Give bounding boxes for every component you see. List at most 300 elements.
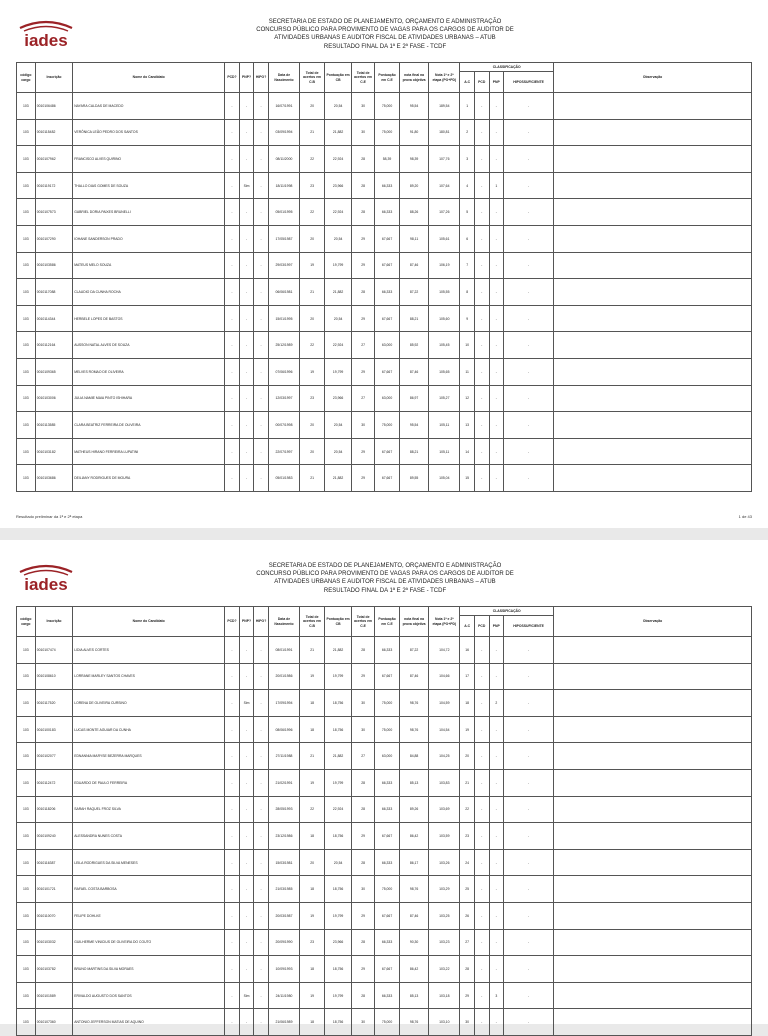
cell-pcd-class: - [474,849,489,876]
cell-pontuacao-ce: 67,667 [375,902,400,929]
col-classificacao: CLASSIFICAÇÃO [460,63,554,72]
cell-pcd-class: - [474,982,489,1009]
cell-observacao [554,637,752,664]
cell-pcd-class: - [474,199,489,226]
cell-acertos-ce: 29 [352,438,375,465]
cell-pcd: - [225,1009,240,1036]
cell-nome: MELVES ROMAO DE OLIVEIRA [73,358,225,385]
cell-codigo: 103 [17,279,36,306]
document-page-2 [0,540,768,1024]
cell-pcd-class: - [474,823,489,850]
cell-nota-objetiva: 91,80 [400,119,429,146]
cell-acertos-cb: 23 [300,172,325,199]
cell-acertos-ce: 28 [352,279,375,306]
cell-pcd: - [225,412,240,439]
cell-hipossuficiente: - [504,93,554,120]
cell-nome: GABRIEL DORIA PAIXES BRUNELLI [73,199,225,226]
cell-nota-objetiva: 89,26 [400,796,429,823]
cell-hipo: - [254,796,269,823]
cell-acertos-cb: 20 [300,438,325,465]
cell-pontuacao-cb: 22,924 [325,146,352,173]
cell-acertos-ce: 29 [352,252,375,279]
cell-pnp-class: - [489,743,504,770]
cell-nota-final: 103,83 [429,769,460,796]
cell-ac: 4 [460,172,475,199]
cell-pontuacao-ce: 63,000 [375,332,400,359]
cell-hipossuficiente: - [504,172,554,199]
cell-codigo: 103 [17,93,36,120]
cell-pnp-class: - [489,305,504,332]
cell-acertos-ce: 28 [352,199,375,226]
cell-nota-final: 105,55 [429,279,460,306]
cell-acertos-ce: 29 [352,823,375,850]
cell-nascimento: 21/03/1985 [268,876,299,903]
cell-acertos-ce: 30 [352,690,375,717]
cell-nota-objetiva: 98,39 [400,146,429,173]
table-row [17,252,752,279]
cell-pcd-class: - [474,465,489,492]
cell-acertos-cb: 18 [300,956,325,983]
cell-hipossuficiente: - [504,412,554,439]
cell-ac: 1 [460,93,475,120]
cell-ac: 29 [460,982,475,1009]
cell-acertos-ce: 29 [352,358,375,385]
cell-hipo: - [254,769,269,796]
cell-acertos-cb: 19 [300,769,325,796]
cell-pnp: - [239,716,254,743]
col-nota-final: Nota 1ª e 2ª etapa (PO+PD) [429,607,460,637]
cell-codigo: 103 [17,252,36,279]
cell-hipossuficiente: - [504,305,554,332]
cell-acertos-ce: 28 [352,172,375,199]
cell-pontuacao-cb: 19,799 [325,358,352,385]
cell-nota-objetiva: 98,76 [400,716,429,743]
cell-ac: 22 [460,796,475,823]
cell-codigo: 103 [17,305,36,332]
col-nome: Nome do Candidato [73,607,225,637]
cell-observacao [554,305,752,332]
cell-nota-objetiva: 88,21 [400,305,429,332]
cell-acertos-ce: 29 [352,902,375,929]
cell-acertos-cb: 22 [300,796,325,823]
cell-pcd: - [225,982,240,1009]
iades-logo [16,560,76,592]
cell-acertos-ce: 30 [352,716,375,743]
cell-hipo: - [254,743,269,770]
cell-ac: 5 [460,199,475,226]
cell-pnp-class: - [489,93,504,120]
cell-codigo: 103 [17,929,36,956]
cell-acertos-cb: 22 [300,332,325,359]
cell-codigo: 103 [17,412,36,439]
cell-codigo: 103 [17,823,36,850]
col-nota-objetiva: nota final na prova objetiva [400,63,429,93]
cell-ac: 18 [460,690,475,717]
cell-pcd-class: - [474,876,489,903]
cell-pcd-class: - [474,637,489,664]
cell-ac: 19 [460,716,475,743]
cell-nota-final: 105,27 [429,385,460,412]
cell-ac: 24 [460,849,475,876]
cell-pontuacao-ce: 66,333 [375,769,400,796]
cell-nota-objetiva: 98,76 [400,1009,429,1036]
cell-hipo: - [254,93,269,120]
cell-nota-objetiva: 87,22 [400,637,429,664]
cell-acertos-ce: 29 [352,305,375,332]
cell-acertos-ce: 30 [352,1009,375,1036]
col-acertos-cb: Total de acertos em C.B [300,63,325,93]
cell-nota-final: 104,54 [429,716,460,743]
cell-inscricao: 0010103182 [35,438,72,465]
cell-nome: NAYARA CALDAS DE MACEDO [73,93,225,120]
cell-acertos-cb: 20 [300,849,325,876]
cell-pontuacao-cb: 18,756 [325,956,352,983]
cell-pcd: - [225,637,240,664]
cell-pnp-class: - [489,279,504,306]
cell-nome: IOHANE SANDERSON PRADO [73,225,225,252]
cell-pnp: - [239,637,254,664]
cell-pontuacao-ce: 75,000 [375,876,400,903]
cell-nota-objetiva: 86,42 [400,823,429,850]
cell-pcd-class: - [474,93,489,120]
col-nome: Nome do Candidato [73,63,225,93]
cell-nota-final: 180,81 [429,119,460,146]
cell-codigo: 103 [17,876,36,903]
cell-nome: GUILHERME VINICIUS DE OLIVEIRA DO COUTO [73,929,225,956]
cell-hipossuficiente: - [504,279,554,306]
cell-ac: 10 [460,332,475,359]
cell-pontuacao-cb: 22,924 [325,332,352,359]
table-row [17,172,752,199]
cell-acertos-cb: 21 [300,465,325,492]
cell-nascimento: 27/11/1988 [268,743,299,770]
cell-ac: 6 [460,225,475,252]
cell-pcd-class: - [474,769,489,796]
cell-nota-objetiva: 87,46 [400,252,429,279]
cell-acertos-ce: 28 [352,849,375,876]
cell-observacao [554,902,752,929]
cell-codigo: 103 [17,956,36,983]
cell-pnp-class: - [489,225,504,252]
table-row [17,305,752,332]
cell-hipo: - [254,982,269,1009]
header-line: RESULTADO FINAL DA 1ª E 2ª FASE - TCDF [323,43,447,50]
results-body-page-1 [17,93,752,492]
cell-hipossuficiente: - [504,956,554,983]
cell-nota-objetiva: 89,20 [400,172,429,199]
col-pontuacao-cb: Pontuação em CB [325,607,352,637]
cell-pcd: - [225,119,240,146]
cell-pnp: - [239,465,254,492]
cell-nascimento: 17/09/1994 [268,690,299,717]
cell-nota-final: 107,26 [429,199,460,226]
table-row [17,93,752,120]
table-row [17,438,752,465]
cell-acertos-cb: 18 [300,716,325,743]
cell-pnp-class: 1 [489,172,504,199]
cell-pnp: - [239,146,254,173]
table-row [17,796,752,823]
cell-nome: CLARA BEATRIZ FERREIRA DE OLIVEIRA [73,412,225,439]
table-row [17,358,752,385]
cell-nascimento: 28/05/1993 [268,796,299,823]
cell-inscricao: 0010117088 [35,279,72,306]
cell-hipossuficiente: - [504,358,554,385]
cell-acertos-cb: 19 [300,358,325,385]
cell-pontuacao-cb: 18,756 [325,716,352,743]
cell-nome: THALLO DIAS GOMES DE SOUZA [73,172,225,199]
table-row [17,119,752,146]
cell-pcd: - [225,199,240,226]
cell-nome: CLAUDIO DA CUNHA ROCHA [73,279,225,306]
cell-acertos-cb: 18 [300,823,325,850]
cell-nota-objetiva: 90,30 [400,929,429,956]
cell-acertos-cb: 21 [300,637,325,664]
col-inscricao: Inscrição [35,607,72,637]
cell-pnp-class: - [489,716,504,743]
cell-acertos-cb: 22 [300,146,325,173]
cell-codigo: 103 [17,769,36,796]
cell-nota-objetiva: 85,13 [400,982,429,1009]
cell-inscricao: 0010103782 [35,956,72,983]
svg-text:iades: iades [24,31,68,48]
cell-inscricao: 0010101721 [35,876,72,903]
cell-observacao [554,172,752,199]
cell-pcd: - [225,796,240,823]
header-line: ATIVIDADES URBANAS E AUDITOR FISCAL DE ATIVIDADES URBANAS – ATUB [274,35,496,42]
cell-inscricao: 0010107962 [35,146,72,173]
cell-nascimento: 03/09/1994 [268,119,299,146]
cell-acertos-cb: 22 [300,199,325,226]
table-row [17,199,752,226]
cell-pcd-class: - [474,385,489,412]
cell-nota-final: 103,23 [429,929,460,956]
cell-pontuacao-ce: 75,000 [375,119,400,146]
cell-nota-objetiva: 88,26 [400,199,429,226]
cell-pcd-class: - [474,716,489,743]
cell-nota-objetiva: 95,54 [400,93,429,120]
cell-hipo: - [254,465,269,492]
cell-inscricao: 0010115482 [35,119,72,146]
col-pcd-class: PCD [474,616,489,637]
cell-pontuacao-ce: 67,667 [375,438,400,465]
cell-pnp: - [239,956,254,983]
cell-codigo: 103 [17,199,36,226]
col-nota-objetiva: nota final na prova objetiva [400,607,429,637]
header-line: SECRETARIA DE ESTADO DE PLANEJAMENTO, ORÇAMENTO E ADMINISTRAÇÃO [268,19,502,25]
cell-observacao [554,225,752,252]
cell-pontuacao-cb: 20,54 [325,305,352,332]
cell-codigo: 103 [17,358,36,385]
cell-nascimento: 00/07/1998 [268,412,299,439]
cell-pcd: - [225,849,240,876]
cell-pnp: - [239,796,254,823]
header-line: CONCURSO PÚBLICO PARA PROVIMENTO DE VAGAS PARA OS CARGOS DE AUDITOR DE [256,571,514,578]
cell-pontuacao-cb: 18,756 [325,1009,352,1036]
cell-pnp: - [239,743,254,770]
cell-pcd-class: - [474,743,489,770]
cell-acertos-cb: 21 [300,743,325,770]
cell-pontuacao-ce: 66,333 [375,199,400,226]
cell-nascimento: 20/01/1986 [268,663,299,690]
cell-pcd: - [225,690,240,717]
cell-acertos-ce: 29 [352,663,375,690]
cell-nota-final: 103,59 [429,823,460,850]
cell-acertos-ce: 30 [352,93,375,120]
table-row [17,956,752,983]
cell-observacao [554,252,752,279]
cell-nota-objetiva: 86,97 [400,385,429,412]
cell-nascimento: 05/01/1995 [268,199,299,226]
header-line: SECRETARIA DE ESTADO DE PLANEJAMENTO, ORÇAMENTO E ADMINISTRAÇÃO [268,563,502,569]
cell-pontuacao-cb: 22,924 [325,796,352,823]
cell-observacao [554,743,752,770]
table-row [17,332,752,359]
cell-pontuacao-ce: 63,000 [375,743,400,770]
cell-pnp: Sim [239,982,254,1009]
cell-pontuacao-ce: 66,333 [375,637,400,664]
cell-observacao [554,465,752,492]
cell-acertos-cb: 19 [300,902,325,929]
cell-pnp: - [239,199,254,226]
cell-ac: 14 [460,438,475,465]
cell-hipo: - [254,716,269,743]
cell-inscricao: 0010118206 [35,796,72,823]
cell-pcd-class: - [474,358,489,385]
cell-pcd-class: - [474,172,489,199]
cell-pontuacao-ce: 58,39 [375,146,400,173]
cell-pontuacao-cb: 19,799 [325,252,352,279]
cell-nota-objetiva: 98,11 [400,225,429,252]
cell-ac: 25 [460,876,475,903]
cell-acertos-cb: 18 [300,690,325,717]
cell-pnp-class: - [489,637,504,664]
cell-pcd: - [225,146,240,173]
cell-pnp-class: - [489,823,504,850]
cell-nota-objetiva: 85,92 [400,332,429,359]
cell-pnp: - [239,849,254,876]
cell-hipossuficiente: - [504,119,554,146]
cell-nascimento: 22/07/1997 [268,438,299,465]
cell-pnp: Sim [239,690,254,717]
cell-pcd: - [225,279,240,306]
col-hipo: HIPO? [254,63,269,93]
document-header [200,562,570,595]
cell-nota-objetiva: 86,17 [400,849,429,876]
cell-ac: 23 [460,823,475,850]
cell-pcd: - [225,876,240,903]
table-row [17,849,752,876]
cell-nascimento: 21/02/1991 [268,769,299,796]
cell-ac: 16 [460,637,475,664]
cell-ac: 21 [460,769,475,796]
cell-pcd: - [225,929,240,956]
cell-pnp-class: - [489,465,504,492]
col-hipossuficiente: HIPOSSUFICIENTE [504,72,554,93]
cell-pcd-class: - [474,1009,489,1036]
cell-pnp-class: - [489,438,504,465]
cell-nota-final: 103,29 [429,876,460,903]
cell-hipossuficiente: - [504,743,554,770]
cell-pnp: - [239,876,254,903]
cell-pontuacao-ce: 66,333 [375,279,400,306]
cell-pcd-class: - [474,902,489,929]
cell-inscricao: 0010103006 [35,385,72,412]
cell-pontuacao-ce: 75,000 [375,1009,400,1036]
cell-hipo: - [254,358,269,385]
cell-hipossuficiente: - [504,385,554,412]
table-row [17,637,752,664]
cell-hipossuficiente: - [504,823,554,850]
cell-nascimento: 07/06/1996 [268,358,299,385]
cell-codigo: 103 [17,902,36,929]
table-row [17,902,752,929]
cell-pcd-class: - [474,412,489,439]
cell-pontuacao-cb: 19,799 [325,982,352,1009]
table-row [17,743,752,770]
col-hipossuficiente: HIPOSSUFICIENTE [504,616,554,637]
cell-hipo: - [254,146,269,173]
cell-ac: 28 [460,956,475,983]
cell-acertos-ce: 28 [352,146,375,173]
cell-codigo: 103 [17,225,36,252]
col-ac: A.C [460,616,475,637]
cell-hipo: - [254,929,269,956]
cell-pontuacao-ce: 67,667 [375,225,400,252]
cell-hipossuficiente: - [504,465,554,492]
cell-nascimento: 10/09/1993 [268,956,299,983]
results-table [16,62,752,492]
cell-observacao [554,956,752,983]
cell-pnp-class: - [489,199,504,226]
cell-nota-final: 104,66 [429,663,460,690]
col-pnp-class: PNP [489,72,504,93]
cell-nota-objetiva: 98,76 [400,690,429,717]
cell-nome: ALESSANDRA NUNES COSTA [73,823,225,850]
cell-nota-final: 189,54 [429,93,460,120]
col-acertos-ce: Total de acertos em C.E [352,63,375,93]
cell-nome: AUSSON NATAL ALVES DE SOUZA [73,332,225,359]
cell-nota-final: 106,19 [429,252,460,279]
cell-acertos-cb: 21 [300,119,325,146]
cell-codigo: 103 [17,465,36,492]
cell-pnp: - [239,332,254,359]
cell-hipo: - [254,438,269,465]
cell-acertos-cb: 20 [300,93,325,120]
cell-nota-final: 104,59 [429,690,460,717]
cell-inscricao: 0010108610 [35,663,72,690]
cell-pontuacao-cb: 18,756 [325,823,352,850]
col-ac: A.C [460,72,475,93]
cell-inscricao: 0010112164 [35,332,72,359]
cell-nome: MATHEUS HIRANO FERREIRA LUPATINI [73,438,225,465]
table-row [17,146,752,173]
cell-hipo: - [254,305,269,332]
cell-observacao [554,146,752,173]
cell-acertos-ce: 28 [352,929,375,956]
cell-acertos-cb: 20 [300,412,325,439]
cell-pontuacao-cb: 20,54 [325,438,352,465]
cell-pontuacao-ce: 66,333 [375,849,400,876]
cell-hipossuficiente: - [504,146,554,173]
cell-nota-final: 104,25 [429,743,460,770]
table-row [17,823,752,850]
cell-hipo: - [254,332,269,359]
cell-inscricao: 0010109240 [35,823,72,850]
cell-nota-objetiva: 85,13 [400,769,429,796]
cell-pontuacao-ce: 75,000 [375,93,400,120]
cell-nota-final: 103,25 [429,902,460,929]
